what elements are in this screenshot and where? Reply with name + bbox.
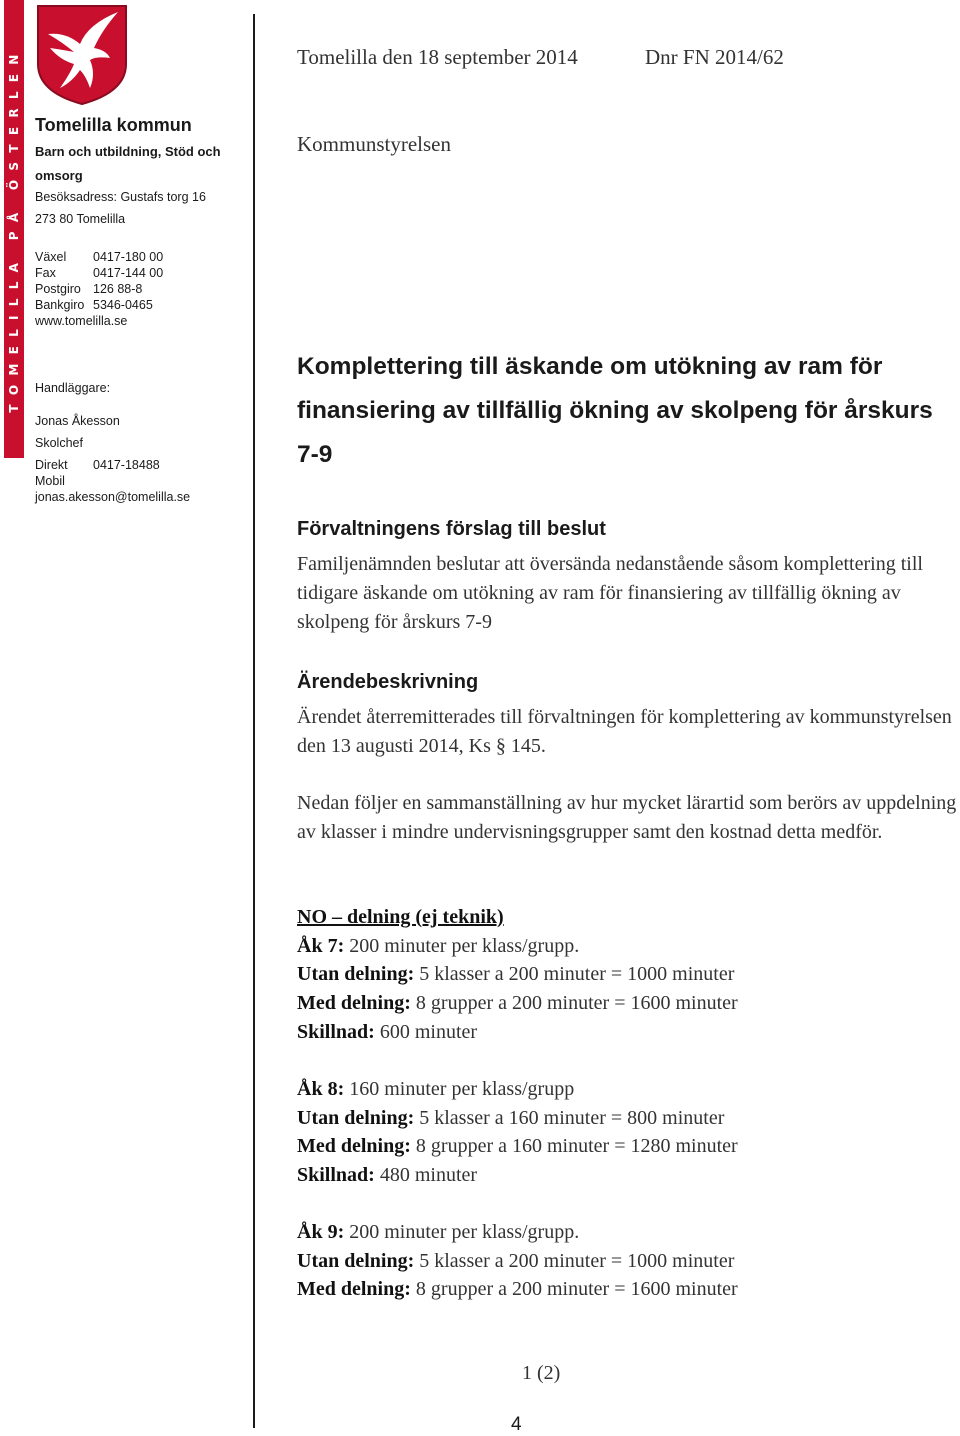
contact-value: 0417-18488 — [93, 458, 160, 472]
contact-label: Direkt — [35, 458, 68, 472]
calc-row — [297, 1275, 937, 1304]
calc-row — [297, 932, 937, 961]
contact-label: Växel — [35, 250, 67, 264]
calc-text: 480 minuter — [379, 1164, 478, 1187]
recipient: Kommunstyrelsen — [297, 132, 451, 156]
organization-name: Tomelilla kommun — [35, 115, 192, 135]
contact-value: 126 88-8 — [93, 282, 143, 296]
contact-row — [35, 250, 163, 264]
grade-9-block — [297, 1218, 937, 1304]
page-mark: 4 — [511, 1414, 522, 1435]
visiting-address: Besöksadress: Gustafs torg 16 — [35, 190, 206, 204]
grade-7-block — [297, 903, 937, 1047]
calc-text: 5 klasser a 160 minuter = 800 minuter — [419, 1106, 725, 1129]
calc-label: Skillnad: — [297, 1164, 375, 1187]
page-number: 1 (2) — [522, 1362, 561, 1384]
calc-row — [297, 960, 937, 989]
red-kite-shield-icon — [36, 4, 128, 106]
description-text-1: Ärendet återremitterades till förvaltningen för komplettering av kommunstyrelsen den 13 augusti 2014, Ks § 145. — [297, 706, 952, 757]
calc-label: Åk 7: — [297, 934, 345, 957]
calc-row — [297, 1075, 937, 1104]
no-section-heading: NO – delning (ej teknik) — [297, 906, 504, 928]
description-heading: Ärendebeskrivning — [297, 671, 479, 693]
contact-row — [35, 298, 153, 312]
contact-label: Mobil — [35, 474, 65, 488]
contact-value: 5346-0465 — [93, 298, 153, 312]
proposal-text: Familjenämnden beslutar att översända nedanstående såsom komplettering till tidigare äskande om utökning av ram för finansiering av tillfällig ökning av skolpeng för årskurs 7-9 — [297, 553, 923, 633]
calc-text: 5 klasser a 200 minuter = 1000 minuter — [419, 963, 735, 986]
website-text: www.tomelilla.se — [35, 314, 128, 328]
calc-label: Med delning: — [297, 1135, 411, 1158]
contact-value: 0417-144 00 — [93, 266, 164, 280]
calc-row — [297, 1161, 937, 1190]
calc-row — [297, 1104, 937, 1133]
calc-label: Utan delning: — [297, 1106, 415, 1129]
calc-label: Åk 8: — [297, 1078, 345, 1100]
calc-row — [297, 989, 937, 1018]
postal-address: 273 80 Tomelilla — [35, 212, 126, 226]
handler-email-link[interactable] — [35, 490, 190, 504]
calc-label: Utan delning: — [297, 963, 415, 986]
calc-text: 600 minuter — [379, 1020, 478, 1043]
calc-label: Åk 9: — [297, 1221, 345, 1243]
contact-label: Fax — [35, 266, 56, 280]
calc-text: 8 grupper a 160 minuter = 1280 minuter — [415, 1135, 738, 1158]
calc-text: 5 klasser a 200 minuter = 1000 minuter — [419, 1249, 735, 1272]
calc-text: 8 grupper a 200 minuter = 1600 minuter — [415, 992, 738, 1015]
contact-label: Bankgiro — [35, 298, 85, 312]
calc-text: 8 grupper a 200 minuter = 1600 minuter — [415, 1278, 738, 1301]
side-banner-text: TOMELILLA PÅ ÖSTERLEN — [7, 45, 21, 413]
document-title: Komplettering till äskande om utökning av ram för finansiering av tillfällig ökning av skolpeng för årskurs 7-9 — [297, 353, 933, 468]
letter-date: Tomelilla den 18 september 2014 — [297, 45, 578, 69]
diary-number: Dnr FN 2014/62 — [645, 45, 784, 69]
handler-title: Skolchef — [35, 436, 83, 450]
calc-row — [297, 1247, 937, 1276]
calc-text: 200 minuter per klass/grupp. — [349, 1221, 580, 1243]
handler-name: Jonas Åkesson — [35, 414, 120, 428]
handler-mobile-row — [35, 474, 93, 488]
calc-label: Med delning: — [297, 1278, 411, 1301]
calc-row — [297, 1218, 937, 1247]
contact-row — [35, 266, 163, 280]
calc-text: 160 minuter per klass/grupp — [349, 1078, 575, 1100]
calc-text: 200 minuter per klass/grupp. — [349, 934, 580, 957]
proposal-heading: Förvaltningens förslag till beslut — [297, 518, 606, 540]
calc-label: Utan delning: — [297, 1249, 415, 1272]
contact-row — [35, 282, 142, 296]
contact-value: 0417-180 00 — [93, 250, 164, 264]
website-link[interactable] — [35, 314, 127, 328]
department-name: Barn och utbildning, Stöd och omsorg — [35, 144, 221, 183]
column-divider — [253, 14, 255, 1428]
description-text-2: Nedan följer en sammanställning av hur mycket lärartid som berörs av uppdelning av klasser i mindre undervisningsgrupper samt den kostnad detta medför. — [297, 792, 957, 843]
email-text: jonas.akesson@tomelilla.se — [35, 490, 191, 504]
calc-label: Med delning: — [297, 992, 411, 1015]
grade-8-block — [297, 1075, 937, 1190]
calc-row — [297, 1018, 937, 1047]
handler-heading: Handläggare: — [35, 381, 111, 395]
contact-label: Postgiro — [35, 282, 81, 296]
calc-label: Skillnad: — [297, 1020, 375, 1043]
handler-direct-row — [35, 458, 160, 472]
calc-row — [297, 1132, 937, 1161]
